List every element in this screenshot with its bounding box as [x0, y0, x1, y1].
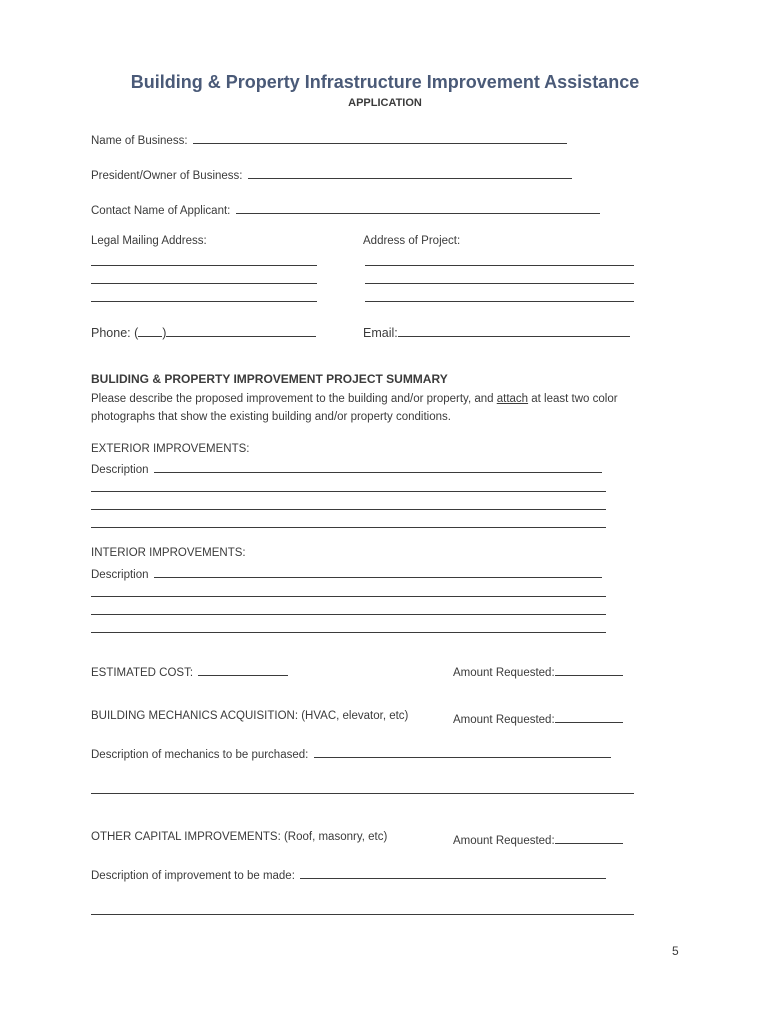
phone-area-code-field[interactable] — [138, 324, 162, 337]
mailing-address-line-3[interactable] — [91, 301, 317, 302]
estimated-cost-label: ESTIMATED COST: — [91, 667, 194, 679]
contact-row — [91, 201, 600, 217]
estimated-cost-row — [91, 663, 288, 679]
interior-description-row — [91, 565, 602, 581]
email-field[interactable] — [398, 324, 630, 337]
exterior-line-4[interactable] — [91, 527, 606, 528]
interior-description-field[interactable] — [154, 565, 602, 578]
business-name-label: Name of Business: — [91, 135, 188, 147]
other-amount-row — [453, 831, 623, 847]
other-improvements-label: OTHER CAPITAL IMPROVEMENTS: (Roof, masonry, etc) — [91, 831, 388, 843]
phone-number-field[interactable] — [166, 324, 316, 337]
project-address-line-1[interactable] — [365, 265, 634, 266]
other-description-label: Description of improvement to be made: — [91, 870, 295, 882]
project-address-line-3[interactable] — [365, 301, 634, 302]
summary-intro-part1: Please describe the proposed improvement to the building and/or property, and — [91, 393, 497, 405]
mechanics-description-label: Description of mechanics to be purchased: — [91, 749, 309, 761]
mechanics-description-line-2[interactable] — [91, 793, 634, 794]
mechanics-amount-field[interactable] — [555, 710, 623, 723]
contact-field[interactable] — [236, 201, 600, 214]
mailing-address-line-1[interactable] — [91, 265, 317, 266]
interior-line-2[interactable] — [91, 596, 606, 597]
business-name-row — [91, 131, 567, 147]
exterior-heading: EXTERIOR IMPROVEMENTS: — [91, 443, 250, 455]
interior-description-label: Description — [91, 569, 149, 581]
exterior-description-label: Description — [91, 464, 149, 476]
estimated-cost-field[interactable] — [198, 663, 288, 676]
contact-label: Contact Name of Applicant: — [91, 205, 231, 217]
email-label: Email: — [363, 326, 398, 340]
other-description-field[interactable] — [300, 866, 606, 879]
mechanics-amount-row — [453, 710, 623, 726]
summary-intro-part2: at least two color photographs that show the existing building and/or property conditions. — [91, 393, 618, 423]
exterior-line-2[interactable] — [91, 491, 606, 492]
phone-row — [91, 324, 316, 340]
summary-intro — [91, 390, 671, 426]
business-name-field[interactable] — [193, 131, 567, 144]
exterior-description-row — [91, 460, 602, 476]
interior-line-4[interactable] — [91, 632, 606, 633]
mechanics-label: BUILDING MECHANICS ACQUISITION: (HVAC, elevator, etc) — [91, 710, 409, 722]
exterior-description-field[interactable] — [154, 460, 602, 473]
mechanics-amount-label: Amount Requested: — [453, 714, 555, 726]
other-description-row — [91, 866, 606, 882]
president-label: President/Owner of Business: — [91, 170, 243, 182]
interior-line-3[interactable] — [91, 614, 606, 615]
amount-requested-label: Amount Requested: — [453, 667, 555, 679]
mechanics-description-field[interactable] — [314, 745, 611, 758]
mechanics-description-row — [91, 745, 611, 761]
page-number: 5 — [672, 944, 679, 958]
other-amount-label: Amount Requested: — [453, 835, 555, 847]
project-address-label: Address of Project: — [363, 235, 461, 247]
exterior-line-3[interactable] — [91, 509, 606, 510]
project-address-line-2[interactable] — [365, 283, 634, 284]
president-row — [91, 166, 572, 182]
amount-requested-field[interactable] — [555, 663, 623, 676]
summary-heading: BULIDING & PROPERTY IMPROVEMENT PROJECT SUMMARY — [91, 372, 448, 386]
email-row — [363, 324, 630, 340]
form-title: Building & Property Infrastructure Improvement Assistance — [130, 72, 640, 92]
mailing-address-label: Legal Mailing Address: — [91, 235, 207, 247]
amount-requested-row — [453, 663, 623, 679]
summary-intro-attach: attach — [496, 393, 529, 405]
other-amount-field[interactable] — [555, 831, 623, 844]
form-subtitle: APPLICATION — [348, 97, 422, 109]
phone-paren-close: ) — [162, 326, 167, 340]
mailing-address-line-2[interactable] — [91, 283, 317, 284]
president-field[interactable] — [248, 166, 572, 179]
interior-heading: INTERIOR IMPROVEMENTS: — [91, 547, 246, 559]
other-description-line-2[interactable] — [91, 914, 634, 915]
phone-label: Phone: ( — [91, 326, 139, 340]
